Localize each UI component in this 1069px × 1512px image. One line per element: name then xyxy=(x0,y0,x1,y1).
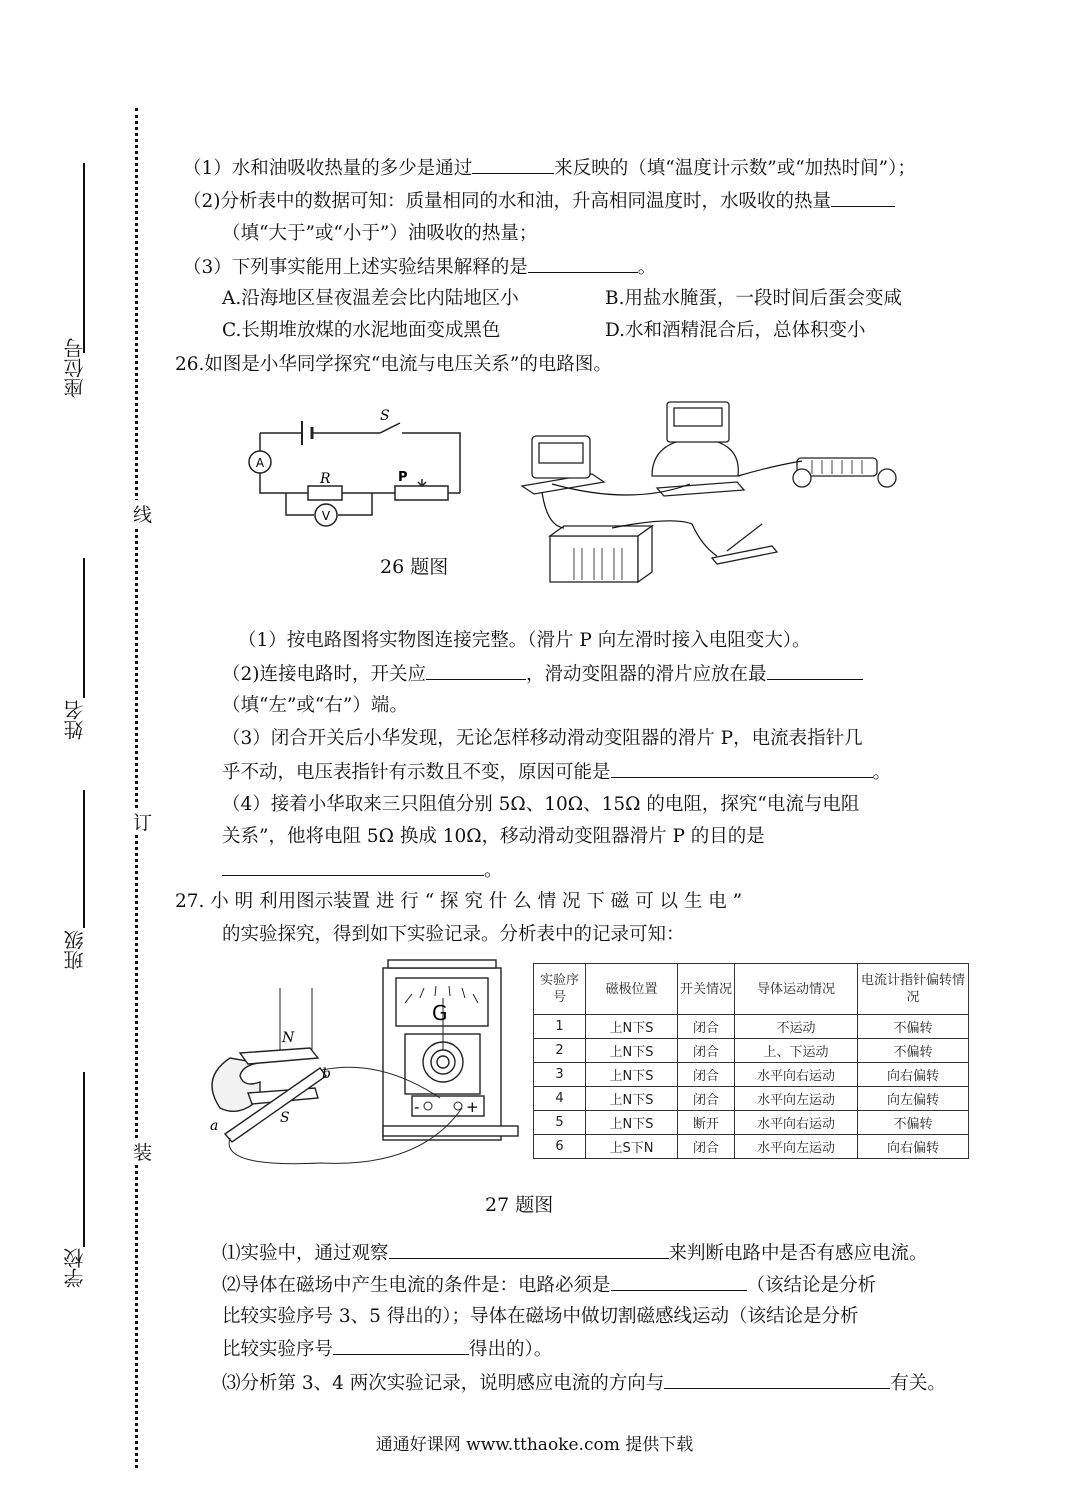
experiment-record-table xyxy=(533,963,969,1159)
q27-stem: 27. 小 明 利用图示装置 进 行 “ 探 究 什 么 情 况 下 磁 可 以 生 电 ” xyxy=(175,891,743,912)
table-row xyxy=(534,1039,969,1063)
slider-label: P xyxy=(398,470,408,485)
table-cell: 6 xyxy=(534,1135,586,1159)
binding-label-staple: 订 xyxy=(133,808,152,835)
south-pole-label: S xyxy=(280,1110,290,1126)
table-cell: 上S下N xyxy=(586,1135,678,1159)
resistor-label: R xyxy=(320,471,331,487)
name-label: 姓名 xyxy=(63,700,87,740)
q25-option-a: A.沿海地区昼夜温差会比内陆地区小 xyxy=(222,288,519,309)
q25-part2: （2)分析表中的数据可知：质量相同的水和油，升高相同温度时，水吸收的热量 xyxy=(183,188,895,215)
table-cell: 不偏转 xyxy=(858,1111,969,1135)
q27-part1: ⑴实验中，通过观察 来判断电路中是否有感应电流。 xyxy=(222,1240,928,1267)
table-header: 开关情况 xyxy=(678,964,735,1015)
circuit-diagram xyxy=(240,405,470,540)
conductor-end-a: a xyxy=(210,1118,219,1134)
q26-part3: （3）闭合开关后小华发现，无论怎样移动滑动变阻器的滑片 P，电流表指针几 xyxy=(222,728,863,749)
answer-blank[interactable] xyxy=(389,1240,669,1259)
q26-part4: （4）接着小华取来三只阻值分别 5Ω、10Ω、15Ω 的电阻，探究“电流与电阻 xyxy=(222,794,860,815)
answer-blank[interactable] xyxy=(222,857,484,876)
table-cell: 上N下S xyxy=(586,1015,678,1039)
answer-blank[interactable] xyxy=(426,661,526,680)
seat-label: 座位号 xyxy=(63,338,87,398)
table-cell: 水平向右运动 xyxy=(735,1111,858,1135)
table-row xyxy=(534,1063,969,1087)
table-cell: 水平向右运动 xyxy=(735,1063,858,1087)
answer-blank[interactable] xyxy=(472,155,554,174)
q26-stem: 26.如图是小华同学探究“电流与电压关系”的电路图。 xyxy=(175,354,612,375)
q25-option-b: B.用盐水腌蛋，一段时间后蛋会变咸 xyxy=(605,288,902,309)
conductor-end-b: b xyxy=(322,1066,331,1082)
induction-apparatus xyxy=(200,958,525,1170)
binding-dotted-line xyxy=(135,108,138,1468)
table-row xyxy=(534,1015,969,1039)
class-label: 班级 xyxy=(63,930,87,970)
table-cell: 2 xyxy=(534,1039,586,1063)
table-cell: 闭合 xyxy=(678,1135,735,1159)
table-cell: 1 xyxy=(534,1015,586,1039)
table-cell: 向右偏转 xyxy=(858,1135,969,1159)
voltmeter-symbol: V xyxy=(321,509,331,523)
table-header: 磁极位置 xyxy=(586,964,678,1015)
table-cell: 向左偏转 xyxy=(858,1087,969,1111)
q27-part3: ⑶分析第 3、4 两次实验记录，说明感应电流的方向与 有关。 xyxy=(222,1370,946,1397)
table-cell: 上N下S xyxy=(586,1087,678,1111)
q26-figure-caption: 26 题图 xyxy=(380,556,449,578)
table-cell: 不偏转 xyxy=(858,1039,969,1063)
plus-terminal: + xyxy=(466,1098,479,1116)
q25-option-d: D.水和酒精混合后，总体积变小 xyxy=(605,320,866,341)
q25-part2-cont: （填“大于”或“小于”）油吸收的热量； xyxy=(222,223,538,244)
table-cell: 水平向左运动 xyxy=(735,1087,858,1111)
table-row xyxy=(534,1111,969,1135)
answer-blank[interactable] xyxy=(611,759,873,778)
q27-part2-cont: 比较实验序号 3、5 得出的）；导体在磁场中做切割磁感线运动（该结论是分析 xyxy=(222,1306,859,1327)
answer-blank[interactable] xyxy=(528,254,638,273)
answer-blank[interactable] xyxy=(611,1272,747,1291)
table-cell: 闭合 xyxy=(678,1015,735,1039)
q25-option-c: C.长期堆放煤的水泥地面变成黑色 xyxy=(222,320,501,341)
q26-part2-cont: （填“左”或“右”）端。 xyxy=(222,695,408,716)
table-cell: 闭合 xyxy=(678,1087,735,1111)
q26-part4-cont: 关系”，他将电阻 5Ω 换成 10Ω，移动滑动变阻器滑片 P 的目的是 xyxy=(222,826,765,847)
q27-figure-caption: 27 题图 xyxy=(485,1194,554,1216)
table-header-row xyxy=(534,964,969,1015)
binding-label-bind: 装 xyxy=(133,1138,152,1165)
table-cell: 水平向左运动 xyxy=(735,1135,858,1159)
table-cell: 上、下运动 xyxy=(735,1039,858,1063)
q27-stem-cont: 的实验探究，得到如下实验记录。分析表中的记录可知： xyxy=(222,924,685,945)
q25-part1: （1）水和油吸收热量的多少是通过 来反映的（填“温度计示数”或“加热时间”）； xyxy=(183,155,916,182)
table-cell: 闭合 xyxy=(678,1039,735,1063)
table-cell: 向右偏转 xyxy=(858,1063,969,1087)
answer-blank[interactable] xyxy=(664,1370,890,1389)
table-cell: 上N下S xyxy=(586,1063,678,1087)
q26-part4-blank: 。 xyxy=(222,857,503,884)
table-row xyxy=(534,1087,969,1111)
minus-terminal: - xyxy=(414,1098,420,1116)
table-cell: 4 xyxy=(534,1087,586,1111)
table-cell: 上N下S xyxy=(586,1039,678,1063)
answer-blank[interactable] xyxy=(767,661,863,680)
switch-label: S xyxy=(380,408,390,424)
q27-part2-cont2: 比较实验序号 得出的）。 xyxy=(222,1336,552,1363)
ammeter-symbol: A xyxy=(255,456,265,470)
north-pole-label: N xyxy=(282,1030,295,1046)
school-label: 学校 xyxy=(63,1248,87,1288)
table-header: 实验序号 xyxy=(534,964,586,1015)
table-cell: 3 xyxy=(534,1063,586,1087)
table-cell: 上N下S xyxy=(586,1111,678,1135)
answer-blank[interactable] xyxy=(831,188,895,207)
table-cell: 5 xyxy=(534,1111,586,1135)
table-row xyxy=(534,1135,969,1159)
binding-label-line: 线 xyxy=(133,500,152,527)
table-cell: 不偏转 xyxy=(858,1015,969,1039)
galvanometer-label: G xyxy=(432,1001,448,1025)
q25-part3: （3）下列事实能用上述实验结果解释的是 。 xyxy=(183,254,656,281)
answer-blank[interactable] xyxy=(333,1336,469,1355)
q26-part1: （1）按电路图将实物图连接完整。（滑片 P 向左滑时接入电阻变大）。 xyxy=(238,630,811,651)
page-footer: 通通好课网 www.tthaoke.com 提供下载 xyxy=(375,1435,694,1455)
table-header: 导体运动情况 xyxy=(735,964,858,1015)
q26-part2: （2)连接电路时，开关应 ，滑动变阻器的滑片应放在最 xyxy=(222,661,863,688)
q26-part3-cont: 乎不动，电压表指针有示数且不变，原因可能是 。 xyxy=(222,759,891,786)
table-cell: 不运动 xyxy=(735,1015,858,1039)
q27-part2: ⑵导体在磁场中产生电流的条件是：电路必须是 （该结论是分析 xyxy=(222,1272,876,1299)
apparatus-illustration xyxy=(512,396,912,592)
table-cell: 闭合 xyxy=(678,1063,735,1087)
table-cell: 断开 xyxy=(678,1111,735,1135)
table-header: 电流计指针偏转情况 xyxy=(858,964,969,1015)
